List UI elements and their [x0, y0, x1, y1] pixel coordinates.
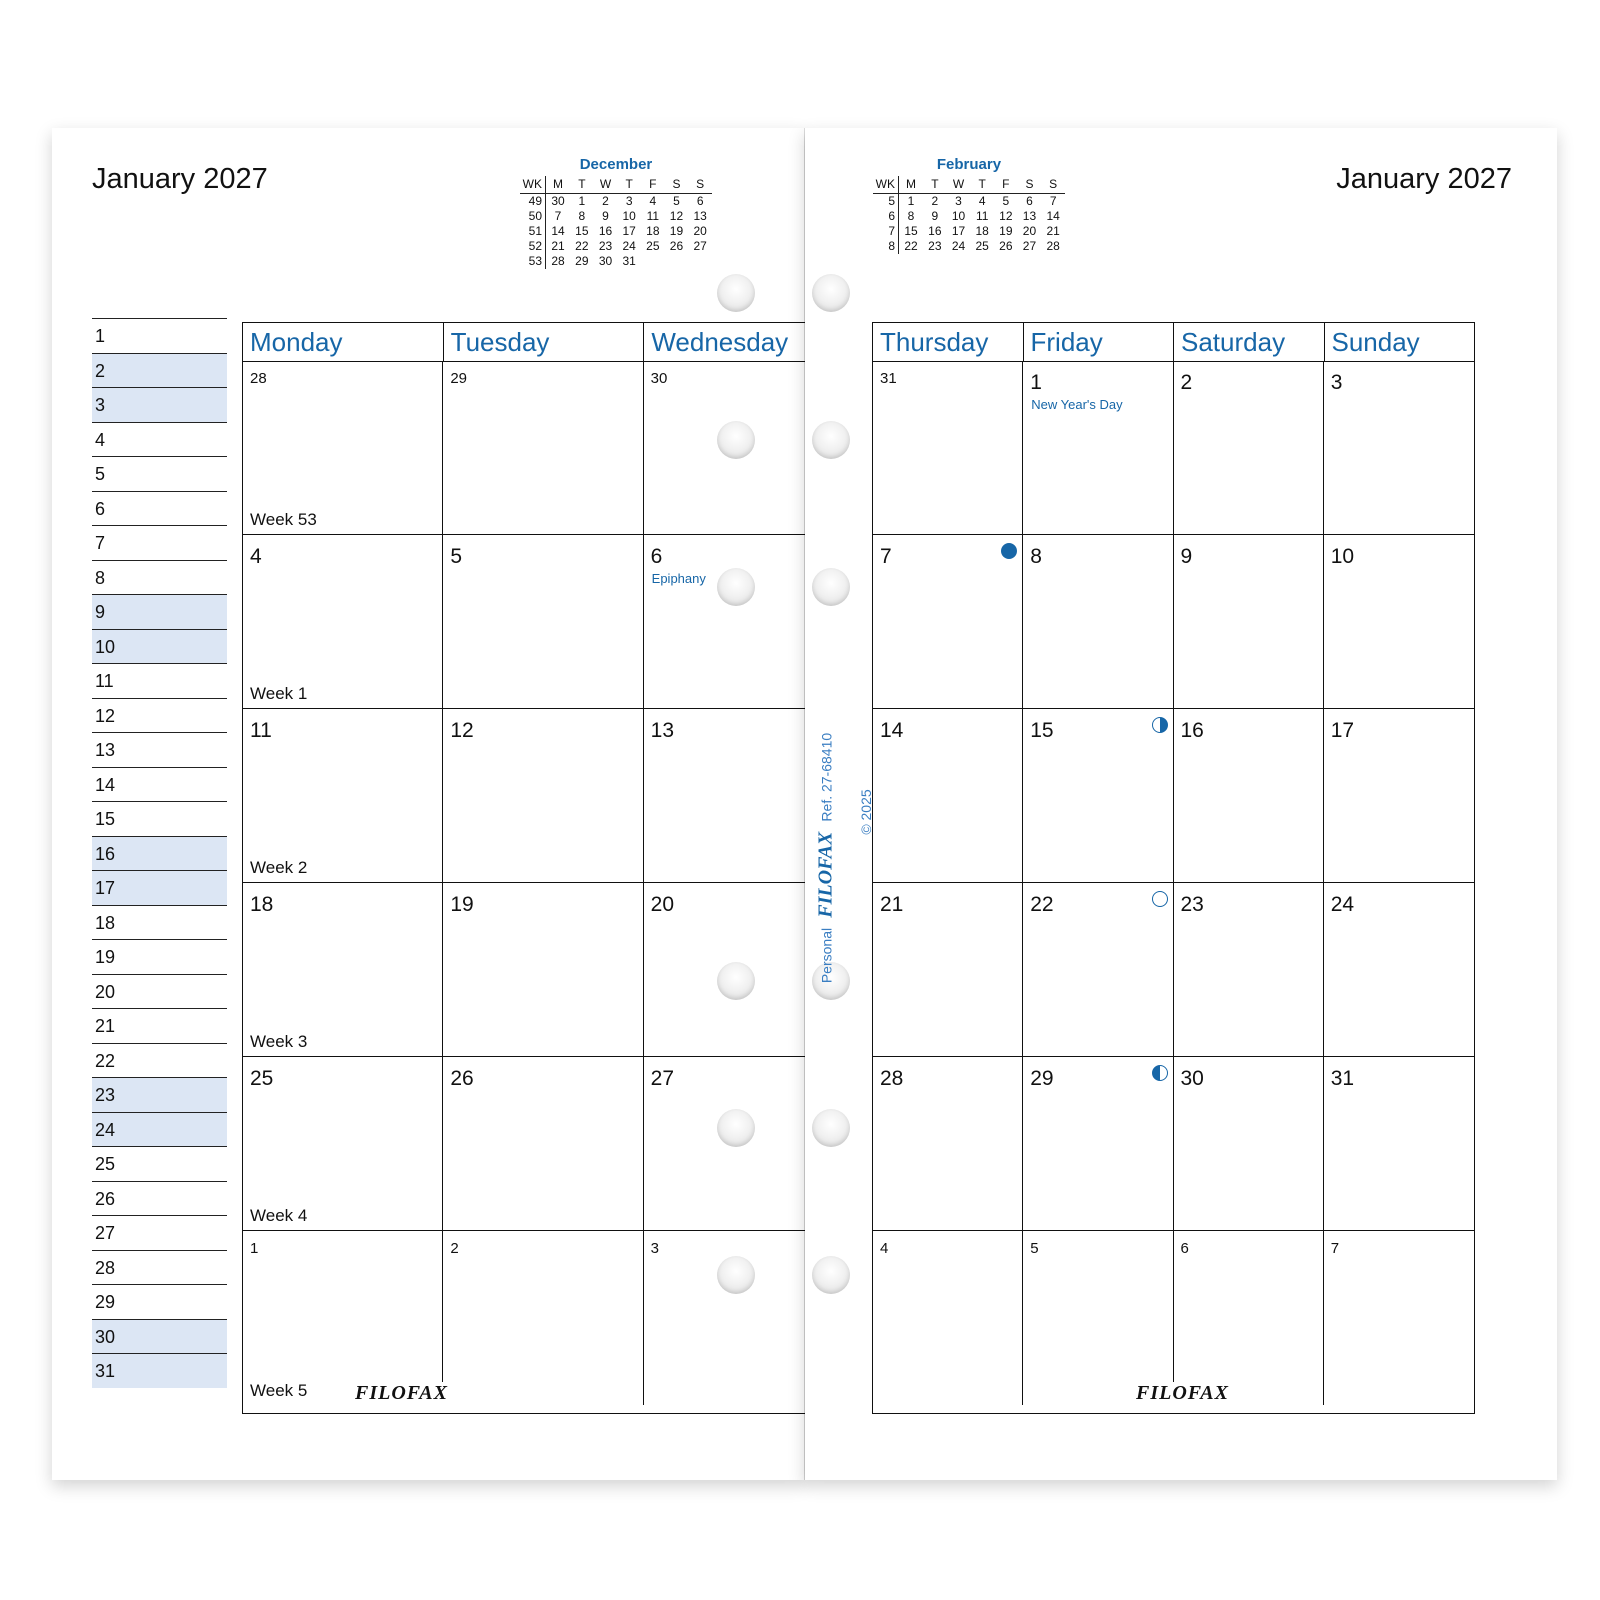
mini-calendar-day: 28	[551, 254, 565, 268]
mini-calendar-day: 28	[1046, 239, 1060, 253]
day-cell	[1023, 361, 1173, 535]
mini-calendar-day: 29	[575, 254, 589, 268]
mini-calendar-header-cell: S	[688, 176, 712, 194]
day-number-row: 21	[92, 1008, 227, 1043]
day-number-row: 8	[92, 560, 227, 595]
mini-calendar-week-number: 53	[520, 254, 546, 269]
mini-calendar-day: 27	[693, 239, 707, 253]
moon-first-icon	[1152, 717, 1168, 733]
mini-calendar-day: 16	[928, 224, 942, 238]
day-number: 10	[1330, 545, 1355, 568]
week-label: Week 53	[250, 510, 317, 529]
page-title: January 2027	[92, 163, 268, 195]
left-page	[52, 128, 804, 1480]
weekday-header	[243, 323, 844, 362]
day-number: 13	[650, 719, 675, 742]
mini-calendar-week-number: 8	[873, 239, 899, 254]
mini-calendar-header-cell: W	[594, 176, 618, 194]
day-number: 2	[450, 1240, 459, 1257]
day-cell	[443, 1057, 643, 1231]
mini-calendar-day: 2	[602, 194, 609, 208]
mini-calendar-day: 7	[554, 209, 562, 223]
punch-hole	[812, 274, 850, 312]
day-number-row: 13	[92, 732, 227, 767]
right-page	[805, 128, 1557, 1480]
mini-calendar-day: 10	[622, 209, 636, 223]
mini-calendar-day: 13	[1022, 209, 1037, 223]
mini-calendar-day: 18	[646, 224, 660, 238]
day-number: 7	[880, 545, 892, 568]
day-number-row: 28	[92, 1250, 227, 1285]
day-number-column	[92, 318, 227, 1388]
day-number: 28	[880, 1067, 904, 1090]
mini-calendar-week-number: 50	[520, 209, 546, 224]
day-number-row: 10	[92, 629, 227, 664]
day-number: 4	[250, 545, 262, 568]
mini-calendar-day: 25	[975, 239, 989, 253]
day-number-row: 2	[92, 353, 227, 388]
mini-calendar-day: 20	[1022, 224, 1037, 238]
mini-calendar-day: 5	[673, 194, 680, 208]
mini-calendar-day	[641, 254, 665, 269]
mini-calendar-day: 26	[999, 239, 1013, 253]
moon-new-icon	[1001, 543, 1017, 559]
punch-hole	[717, 421, 755, 459]
mini-calendar-day: 9	[602, 209, 609, 223]
day-number-row: 7	[92, 525, 227, 560]
mini-calendar-week-number: 49	[520, 194, 546, 210]
day-number-row: 11	[92, 663, 227, 698]
day-number: 9	[1180, 545, 1193, 568]
day-number: 27	[650, 1067, 675, 1090]
day-cell	[873, 361, 1023, 535]
day-number-row: 29	[92, 1284, 227, 1319]
mini-calendar-day: 15	[904, 224, 918, 238]
mini-calendar-header-cell: T	[617, 176, 641, 194]
mini-calendar-day: 14	[1046, 209, 1060, 223]
day-number: 5	[1030, 1240, 1039, 1257]
day-number: 28	[250, 370, 267, 387]
day-cell	[443, 535, 643, 709]
day-number: 3	[650, 1240, 659, 1257]
week-label: Week 2	[250, 858, 308, 877]
holiday-label: Epiphany	[651, 571, 706, 586]
punch-hole	[717, 274, 755, 312]
day-number: 19	[450, 893, 474, 916]
day-cell	[443, 883, 643, 1057]
day-number-row: 23	[92, 1077, 227, 1112]
day-number: 25	[250, 1067, 274, 1090]
mini-calendar-day: 12	[999, 209, 1013, 223]
mini-calendar-header-cell: T	[970, 176, 994, 194]
mini-calendar-day: 19	[999, 224, 1013, 238]
week-grid-left	[242, 322, 845, 1414]
day-number: 30	[650, 370, 668, 387]
mini-calendar-header-cell: WK	[520, 176, 546, 194]
day-cell	[1324, 709, 1474, 883]
mini-calendar-day: 11	[646, 209, 660, 223]
day-cell	[1023, 535, 1173, 709]
day-number: 12	[450, 719, 474, 742]
day-cell	[1174, 883, 1324, 1057]
mini-calendar-day: 13	[693, 209, 707, 223]
mini-calendar-header-cell: WK	[873, 176, 899, 194]
day-cell	[243, 883, 443, 1057]
day-number-row: 14	[92, 767, 227, 802]
day-cell	[1023, 883, 1173, 1057]
day-cell	[1023, 709, 1173, 883]
day-number-row: 3	[92, 387, 227, 422]
mini-calendar-week-number: 5	[873, 194, 899, 210]
weekday-header	[873, 323, 1474, 362]
day-number-row: 26	[92, 1181, 227, 1216]
mini-calendar-day: 17	[622, 224, 636, 238]
mini-calendar-day: 17	[951, 224, 966, 238]
mini-calendar-table	[873, 176, 1065, 254]
day-number-row: 24	[92, 1112, 227, 1147]
day-number-row: 16	[92, 836, 227, 871]
mini-calendar-header-cell: M	[546, 176, 571, 194]
day-cell	[1324, 1057, 1474, 1231]
weekday-header-wednesday: Wednesday	[651, 327, 789, 357]
day-number: 21	[880, 893, 904, 916]
day-cell	[1324, 883, 1474, 1057]
day-cell	[873, 535, 1023, 709]
mini-calendar-table	[520, 176, 712, 269]
mini-calendar-day: 9	[931, 209, 939, 223]
mini-calendar-header-cell: F	[641, 176, 665, 194]
day-number-row: 17	[92, 870, 227, 905]
mini-calendar-header-cell: W	[947, 176, 971, 194]
mini-calendar-day: 25	[646, 239, 660, 253]
week-label: Week 3	[250, 1032, 308, 1051]
mini-calendar-week-number: 51	[520, 224, 546, 239]
day-number: 16	[1180, 719, 1204, 742]
mini-calendar-header-cell: T	[923, 176, 947, 194]
day-cell	[1174, 535, 1324, 709]
mini-calendar-february	[873, 154, 1065, 254]
mini-calendar-month: February	[936, 156, 1002, 173]
mini-calendar-day: 6	[696, 194, 704, 208]
day-number-row: 30	[92, 1319, 227, 1354]
mini-calendar-day: 5	[1002, 194, 1010, 208]
day-cell	[1324, 1231, 1474, 1405]
mini-calendar-day	[688, 254, 712, 269]
mini-calendar-day: 23	[598, 239, 613, 253]
day-number: 29	[450, 370, 468, 387]
mini-calendar-day: 15	[575, 224, 589, 238]
day-cell	[1324, 535, 1474, 709]
day-cell	[243, 361, 443, 535]
day-cell	[443, 709, 643, 883]
filofax-logo: FILOFAX	[1133, 1382, 1232, 1405]
mini-calendar-week-number: 6	[873, 209, 899, 224]
mini-calendar-day: 20	[693, 224, 707, 238]
day-number: 6	[1180, 1240, 1189, 1257]
mini-calendar-day: 16	[598, 224, 613, 238]
mini-calendar-day: 30	[551, 194, 565, 208]
day-number-row: 12	[92, 698, 227, 733]
day-cell	[873, 1231, 1023, 1405]
mini-calendar-day: 31	[622, 254, 636, 268]
day-number-row: 25	[92, 1146, 227, 1181]
day-number: 22	[1030, 893, 1054, 916]
binding-ref: Ref. 27-68410	[818, 732, 835, 822]
mini-calendar-month: December	[579, 156, 653, 173]
mini-calendar-header-cell: F	[994, 176, 1018, 194]
mini-calendar-day: 26	[669, 239, 684, 253]
holiday-label: New Year's Day	[1031, 397, 1123, 412]
weekday-header-monday: Monday	[243, 323, 444, 361]
day-number: 3	[1330, 371, 1343, 394]
moon-full-icon	[1152, 891, 1168, 907]
week-label: Week 5	[250, 1381, 308, 1400]
day-number-row: 1	[92, 318, 227, 353]
day-number: 31	[880, 370, 897, 387]
weekday-header-friday: Friday	[1024, 323, 1175, 361]
day-number-row: 27	[92, 1215, 227, 1250]
mini-calendar-week-number: 7	[873, 224, 899, 239]
binding-copyright: © 2025	[858, 789, 874, 835]
day-number: 11	[250, 719, 272, 742]
punch-hole	[717, 568, 755, 606]
day-number: 26	[450, 1067, 474, 1090]
day-cell	[243, 535, 443, 709]
mini-calendar-day: 21	[1046, 224, 1060, 238]
binding-label	[815, 733, 838, 983]
punch-hole	[812, 421, 850, 459]
day-cell	[1174, 709, 1324, 883]
day-number: 31	[1330, 1067, 1355, 1090]
mini-calendar-day: 7	[1049, 194, 1057, 208]
day-number: 7	[1330, 1240, 1340, 1257]
mini-calendar-day: 23	[928, 239, 942, 253]
day-number: 23	[1180, 893, 1204, 916]
day-number: 17	[1330, 719, 1355, 742]
day-cell	[873, 709, 1023, 883]
day-cell	[1023, 1057, 1173, 1231]
day-number-row: 18	[92, 905, 227, 940]
mini-calendar-day: 21	[551, 239, 565, 253]
mini-calendar-header-cell: T	[570, 176, 594, 194]
day-number: 5	[450, 545, 463, 568]
day-cell	[243, 1057, 443, 1231]
punch-hole	[717, 1256, 755, 1294]
day-number: 6	[650, 545, 663, 568]
week-label: Week 1	[250, 684, 308, 703]
mini-calendar-day: 6	[1026, 194, 1033, 208]
punch-hole	[717, 962, 755, 1000]
punch-hole	[717, 1109, 755, 1147]
mini-calendar-december	[520, 154, 712, 269]
mini-calendar-day: 22	[575, 239, 589, 253]
mini-calendar-day: 3	[625, 194, 633, 208]
day-number: 29	[1030, 1067, 1054, 1090]
day-cell	[1324, 361, 1474, 535]
mini-calendar-day: 14	[551, 224, 565, 238]
day-cell	[443, 1231, 643, 1405]
day-number-row: 20	[92, 974, 227, 1009]
day-number: 30	[1180, 1067, 1204, 1090]
day-number: 2	[1180, 371, 1193, 394]
mini-calendar-week-number: 52	[520, 239, 546, 254]
day-cell	[1023, 1231, 1173, 1405]
day-number-row: 9	[92, 594, 227, 629]
mini-calendar-day: 1	[578, 194, 586, 208]
day-cell	[873, 883, 1023, 1057]
mini-calendar-day: 10	[951, 209, 966, 223]
binding-brand: FILOFAX	[814, 831, 837, 918]
day-number-row: 15	[92, 801, 227, 836]
day-cell	[243, 709, 443, 883]
day-number: 8	[1030, 545, 1042, 568]
day-number-row: 19	[92, 939, 227, 974]
mini-calendar-day: 24	[622, 239, 636, 253]
day-number: 24	[1330, 893, 1355, 916]
mini-calendar-day: 1	[907, 194, 915, 208]
punch-hole	[812, 1256, 850, 1294]
day-number: 1	[250, 1240, 259, 1257]
day-cell	[1174, 1231, 1324, 1405]
day-cell	[443, 361, 643, 535]
day-number-row: 22	[92, 1043, 227, 1078]
week-grid-right	[872, 322, 1475, 1414]
mini-calendar-day: 8	[907, 209, 915, 223]
day-number: 18	[250, 893, 274, 916]
mini-calendar-day: 3	[955, 194, 962, 208]
day-cell	[873, 1057, 1023, 1231]
day-number: 4	[880, 1240, 889, 1257]
day-number-row: 31	[92, 1353, 227, 1388]
day-cell	[243, 1231, 443, 1405]
mini-calendar-day: 22	[904, 239, 918, 253]
day-cell	[1174, 361, 1324, 535]
day-number-row: 4	[92, 422, 227, 457]
mini-calendar-day: 19	[669, 224, 684, 238]
mini-calendar-day: 8	[578, 209, 586, 223]
mini-calendar-day: 27	[1022, 239, 1037, 253]
moon-last-icon	[1152, 1065, 1168, 1081]
weekday-header-thursday: Thursday	[873, 323, 1024, 361]
weekday-header-saturday: Saturday	[1174, 323, 1325, 361]
mini-calendar-day: 12	[669, 209, 684, 223]
mini-calendar-header-cell: S	[665, 176, 689, 194]
day-number-row: 5	[92, 456, 227, 491]
weekday-header-tuesday: Tuesday	[444, 323, 645, 361]
punch-hole	[812, 568, 850, 606]
binding-size: Personal	[818, 927, 835, 984]
mini-calendar-header-cell: S	[1018, 176, 1042, 194]
page-title: January 2027	[1336, 163, 1512, 195]
mini-calendar-header-cell: M	[899, 176, 924, 194]
punch-hole	[812, 1109, 850, 1147]
mini-calendar-day: 30	[598, 254, 613, 268]
week-label: Week 4	[250, 1206, 308, 1225]
filofax-logo: FILOFAX	[352, 1382, 451, 1405]
mini-calendar-day: 2	[931, 194, 939, 208]
day-cell	[1174, 1057, 1324, 1231]
day-number: 14	[880, 719, 904, 742]
mini-calendar-day	[665, 254, 689, 269]
day-number: 1	[1030, 371, 1042, 394]
mini-calendar-day: 24	[951, 239, 966, 253]
mini-calendar-header-cell: S	[1041, 176, 1065, 194]
mini-calendar-day: 11	[975, 209, 989, 223]
day-number-row: 6	[92, 491, 227, 526]
mini-calendar-day: 4	[978, 194, 986, 208]
day-number: 15	[1030, 719, 1054, 742]
weekday-header-sunday: Sunday	[1331, 327, 1420, 357]
mini-calendar-day: 4	[649, 194, 657, 208]
mini-calendar-day: 18	[975, 224, 989, 238]
day-number: 20	[650, 893, 675, 916]
